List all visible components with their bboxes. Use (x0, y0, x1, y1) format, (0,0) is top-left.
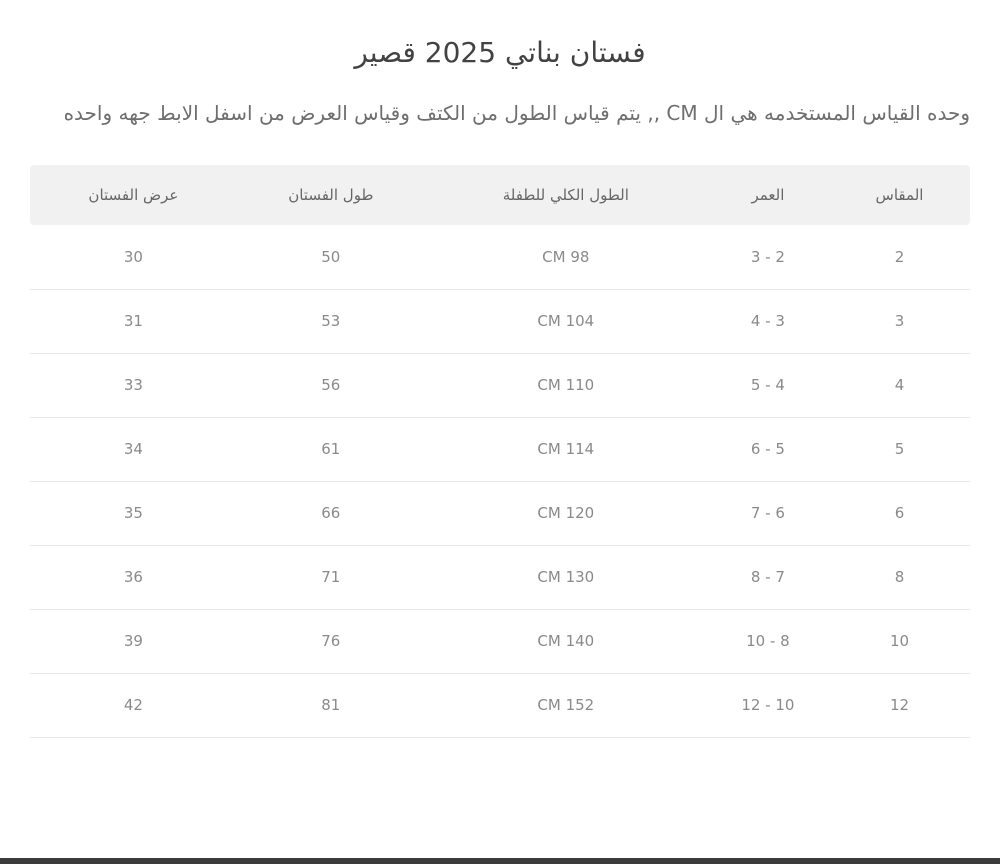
table-cell: 10 - 12 (707, 673, 829, 737)
table-cell: 34 (30, 417, 237, 481)
size-table-header (30, 165, 970, 225)
table-cell: 39 (30, 609, 237, 673)
table-cell: 110 CM (425, 353, 707, 417)
column-header: طول الفستان (237, 165, 425, 225)
table-row (30, 353, 970, 417)
table-cell: 4 - 5 (707, 353, 829, 417)
table-cell: 61 (237, 417, 425, 481)
table-row (30, 481, 970, 545)
table-cell: 104 CM (425, 289, 707, 353)
table-cell: 3 - 4 (707, 289, 829, 353)
size-table (30, 165, 970, 738)
table-cell: 50 (237, 225, 425, 289)
column-header: العمر (707, 165, 829, 225)
table-cell: 10 (829, 609, 970, 673)
table-cell: 33 (30, 353, 237, 417)
table-cell: 30 (30, 225, 237, 289)
table-cell: 2 (829, 225, 970, 289)
table-row (30, 225, 970, 289)
table-cell: 140 CM (425, 609, 707, 673)
table-cell: 6 (829, 481, 970, 545)
table-cell: 71 (237, 545, 425, 609)
header-row (30, 165, 970, 225)
table-cell: 2 - 3 (707, 225, 829, 289)
page-title: فستان بناتي 2025 قصير (354, 36, 646, 69)
table-cell: 5 - 6 (707, 417, 829, 481)
table-cell: 4 (829, 353, 970, 417)
table-cell: 31 (30, 289, 237, 353)
table-row (30, 609, 970, 673)
column-header: عرض الفستان (30, 165, 237, 225)
table-row (30, 545, 970, 609)
table-cell: 12 (829, 673, 970, 737)
table-cell: 36 (30, 545, 237, 609)
table-row (30, 417, 970, 481)
table-row (30, 673, 970, 737)
table-cell: 56 (237, 353, 425, 417)
window-bottom-edge (0, 858, 1000, 864)
table-cell: 53 (237, 289, 425, 353)
size-table-body (30, 225, 970, 737)
measurement-note: وحده القياس المستخدمه هي ال CM ,, يتم قياس الطول من الكتف وقياس العرض من اسفل الابط جهه واحده (63, 101, 970, 125)
table-row (30, 289, 970, 353)
table-cell: 7 - 8 (707, 545, 829, 609)
table-cell: 98 CM (425, 225, 707, 289)
table-cell: 76 (237, 609, 425, 673)
table-cell: 152 CM (425, 673, 707, 737)
size-chart-page (0, 36, 1000, 864)
table-cell: 42 (30, 673, 237, 737)
table-cell: 120 CM (425, 481, 707, 545)
table-cell: 8 - 10 (707, 609, 829, 673)
table-cell: 6 - 7 (707, 481, 829, 545)
column-header: المقاس (829, 165, 970, 225)
table-cell: 130 CM (425, 545, 707, 609)
table-cell: 114 CM (425, 417, 707, 481)
table-cell: 5 (829, 417, 970, 481)
table-cell: 8 (829, 545, 970, 609)
table-cell: 3 (829, 289, 970, 353)
table-cell: 35 (30, 481, 237, 545)
column-header: الطول الكلي للطفلة (425, 165, 707, 225)
table-cell: 81 (237, 673, 425, 737)
table-cell: 66 (237, 481, 425, 545)
